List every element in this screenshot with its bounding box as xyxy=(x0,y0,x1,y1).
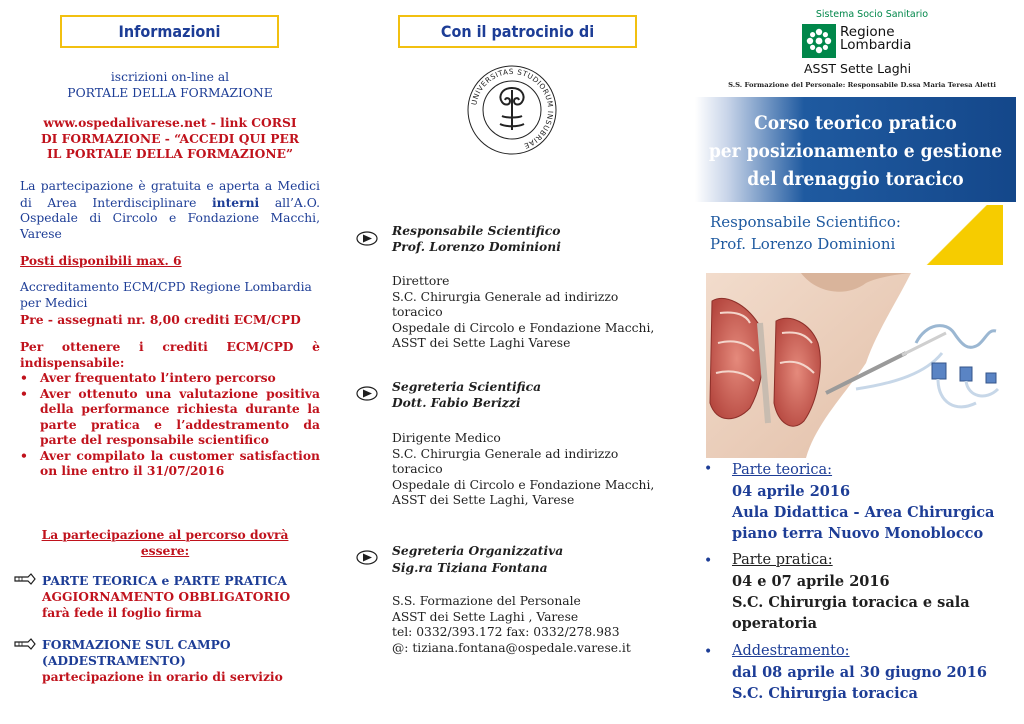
s3-name: Sig.ra Tiziana Fontana xyxy=(392,560,548,575)
s1-name: Prof. Lorenzo Dominioni xyxy=(392,239,561,254)
s1-line: S.C. Chirurgia Generale ad indirizzo xyxy=(392,289,619,304)
item2-sub: (ADDESTRAMENTO) xyxy=(42,653,186,668)
s3-phone: tel: 0332/393.172 fax: 0332/278.983 xyxy=(392,625,620,639)
item1-red: AGGIORNAMENTO OBBLIGATORIO xyxy=(42,589,291,604)
s2-title: Segreteria Scientifica xyxy=(392,379,542,394)
accreditamento: Accreditamento ECM/CPD Regione Lombardia per Medici xyxy=(20,280,312,310)
cover-column xyxy=(690,0,1024,724)
info-column xyxy=(0,0,338,724)
participation-part-1: La partecipazione è gratuita e aperta a Medici di Area Interdisciplinare xyxy=(20,179,320,210)
s1-line: Ospedale di Circolo e Fondazione Macchi, xyxy=(392,320,655,335)
regione-lombardia-wordmark xyxy=(840,26,911,52)
preassegnati: Pre - assegnati nr. 8,00 crediti ECM/CPD xyxy=(20,312,301,327)
hand-pointer-icon xyxy=(14,572,36,587)
link-line-3: IL PORTALE DELLA FORMAZIONE” xyxy=(46,146,294,161)
s2-name: Dott. Fabio Berizzi xyxy=(392,395,521,410)
s3-title: Segreteria Organizzativa xyxy=(392,543,564,558)
posti-disponibili: Posti disponibili max. 6 xyxy=(20,253,182,268)
s1-line: toracico xyxy=(392,305,443,319)
asst-label: ASST Sette Laghi xyxy=(804,61,912,76)
item2-red: partecipazione in orario di servizio xyxy=(42,669,283,684)
patrocinio-header xyxy=(398,15,637,48)
link-line-2: DI FORMAZIONE - “ACCEDI QUI PER xyxy=(40,130,300,146)
s2-details xyxy=(392,431,682,509)
schedule-item-training xyxy=(732,641,1017,704)
pointer-arrow-icon xyxy=(356,550,378,565)
schedule-line: 04 e 07 aprile 2016 xyxy=(732,573,890,590)
schedule-label: Parte teorica: xyxy=(732,462,833,478)
schedule-line: 04 aprile 2016 xyxy=(732,483,851,500)
s2-line: Dirigente Medico xyxy=(392,431,501,445)
course-title-line: Corso teorico pratico xyxy=(754,112,957,134)
contacts-column xyxy=(340,0,685,724)
schedule-item-practice xyxy=(732,550,1017,634)
percorso-line-2: essere: xyxy=(140,542,190,558)
schedule-line: S.C. Chirurgia toracica xyxy=(732,685,918,702)
s3-email[interactable]: @: tiziana.fontana@ospedale.varese.it xyxy=(392,640,631,655)
schedule-line: Aula Didattica - Area Chirurgica xyxy=(732,504,995,521)
s1-details xyxy=(392,274,682,352)
course-title-line: del drenaggio toracico xyxy=(747,168,964,190)
lombardia-rose-logo xyxy=(802,24,836,58)
pointer-arrow-icon xyxy=(356,386,378,401)
schedule-label: Addestramento: xyxy=(732,643,850,659)
s1-line: ASST dei Sette Laghi Varese xyxy=(392,336,571,350)
requirement-item: • Aver compilato la customer satisfaction on line entro il 31/07/2016 xyxy=(20,448,320,479)
resp-block xyxy=(710,211,950,255)
pointer-arrow-icon xyxy=(356,231,378,246)
s1-line: Direttore xyxy=(392,274,450,288)
bullet-dot: • xyxy=(704,644,713,660)
item2-title: FORMAZIONE SUL CAMPO xyxy=(42,637,231,652)
item1-title: PARTE TEORICA e PARTE PRATICA xyxy=(42,573,287,588)
s2-line: Ospedale di Circolo e Fondazione Macchi, xyxy=(392,477,655,492)
percorso-heading xyxy=(20,527,310,558)
item1-sub: farà fede il foglio firma xyxy=(42,605,202,620)
schedule-line: dal 08 aprile al 30 giugno 2016 xyxy=(732,664,987,681)
resp-name: Prof. Lorenzo Dominioni xyxy=(710,235,896,253)
participation-part-2: all’A.O. Ospedale di Circolo e Fondazione Macchi, Varese xyxy=(20,195,320,241)
requirement-item: • Aver frequentato l’intero percorso xyxy=(20,370,320,386)
online-line-2: PORTALE DELLA FORMAZIONE xyxy=(67,85,273,100)
informazioni-header xyxy=(60,15,279,48)
bullet-dot: • xyxy=(704,553,713,569)
sistema-label: Sistema Socio Sanitario xyxy=(815,9,929,20)
s2-line: ASST dei Sette Laghi, Varese xyxy=(392,493,575,507)
s2-line: S.C. Chirurgia Generale ad indirizzo xyxy=(392,446,619,461)
ottenere-crediti: Per ottenere i crediti ECM/CPD è indispensabile: xyxy=(20,339,320,370)
percorso-line-1: La partecipazione al percorso dovrà xyxy=(41,527,289,542)
lombardia-line: Lombardia xyxy=(840,37,912,53)
formazione-line: S.S. Formazione del Personale: Responsabile D.ssa Maria Teresa Aletti xyxy=(728,81,996,89)
schedule-item-theory xyxy=(732,460,1017,544)
schedule-line: piano terra Nuovo Monoblocco xyxy=(732,525,984,542)
s1-title: Responsabile Scientifico xyxy=(392,223,561,238)
link-line-1: www.ospedalivarese.net - link CORSI xyxy=(43,115,297,130)
hand-pointer-icon xyxy=(14,637,36,652)
informazioni-header-text: Informazioni xyxy=(118,22,221,41)
schedule-label: Parte pratica: xyxy=(732,552,833,568)
participation-text xyxy=(20,179,320,242)
university-seal-logo xyxy=(466,64,558,156)
participation-bold: interni xyxy=(211,194,260,210)
patrocinio-header-text: Con il patrocinio di xyxy=(440,22,595,41)
requirements-list xyxy=(20,370,320,479)
requirement-item: • Aver ottenuto una valutazione positiva della performance richiesta durante la parte pratica e l’addestramento da parte del responsabile scientifico xyxy=(20,386,320,448)
course-title-banner xyxy=(695,97,1016,202)
s2-line: toracico xyxy=(392,462,443,476)
resp-label: Responsabile Scientifico: xyxy=(710,213,901,231)
s3-line: S.S. Formazione del Personale xyxy=(392,594,581,608)
portal-link[interactable] xyxy=(14,115,326,162)
schedule-line: S.C. Chirurgia toracica e sala xyxy=(732,594,970,611)
course-title-line: per posizionamento e gestione xyxy=(708,140,1003,162)
seal-text: UNIVERSITAS STUDIORUM INSUBRIAE xyxy=(469,66,556,151)
chest-drain-illustration xyxy=(706,273,1004,458)
online-line-1: iscrizioni on-line al xyxy=(110,70,230,84)
s3-details xyxy=(392,594,682,656)
regione-line: Regione xyxy=(840,24,895,40)
schedule-line: operatoria xyxy=(732,615,817,632)
bullet-dot: • xyxy=(704,461,713,477)
course-title xyxy=(695,109,1016,193)
online-registration xyxy=(20,70,320,101)
s3-line: ASST dei Sette Laghi , Varese xyxy=(392,609,579,624)
